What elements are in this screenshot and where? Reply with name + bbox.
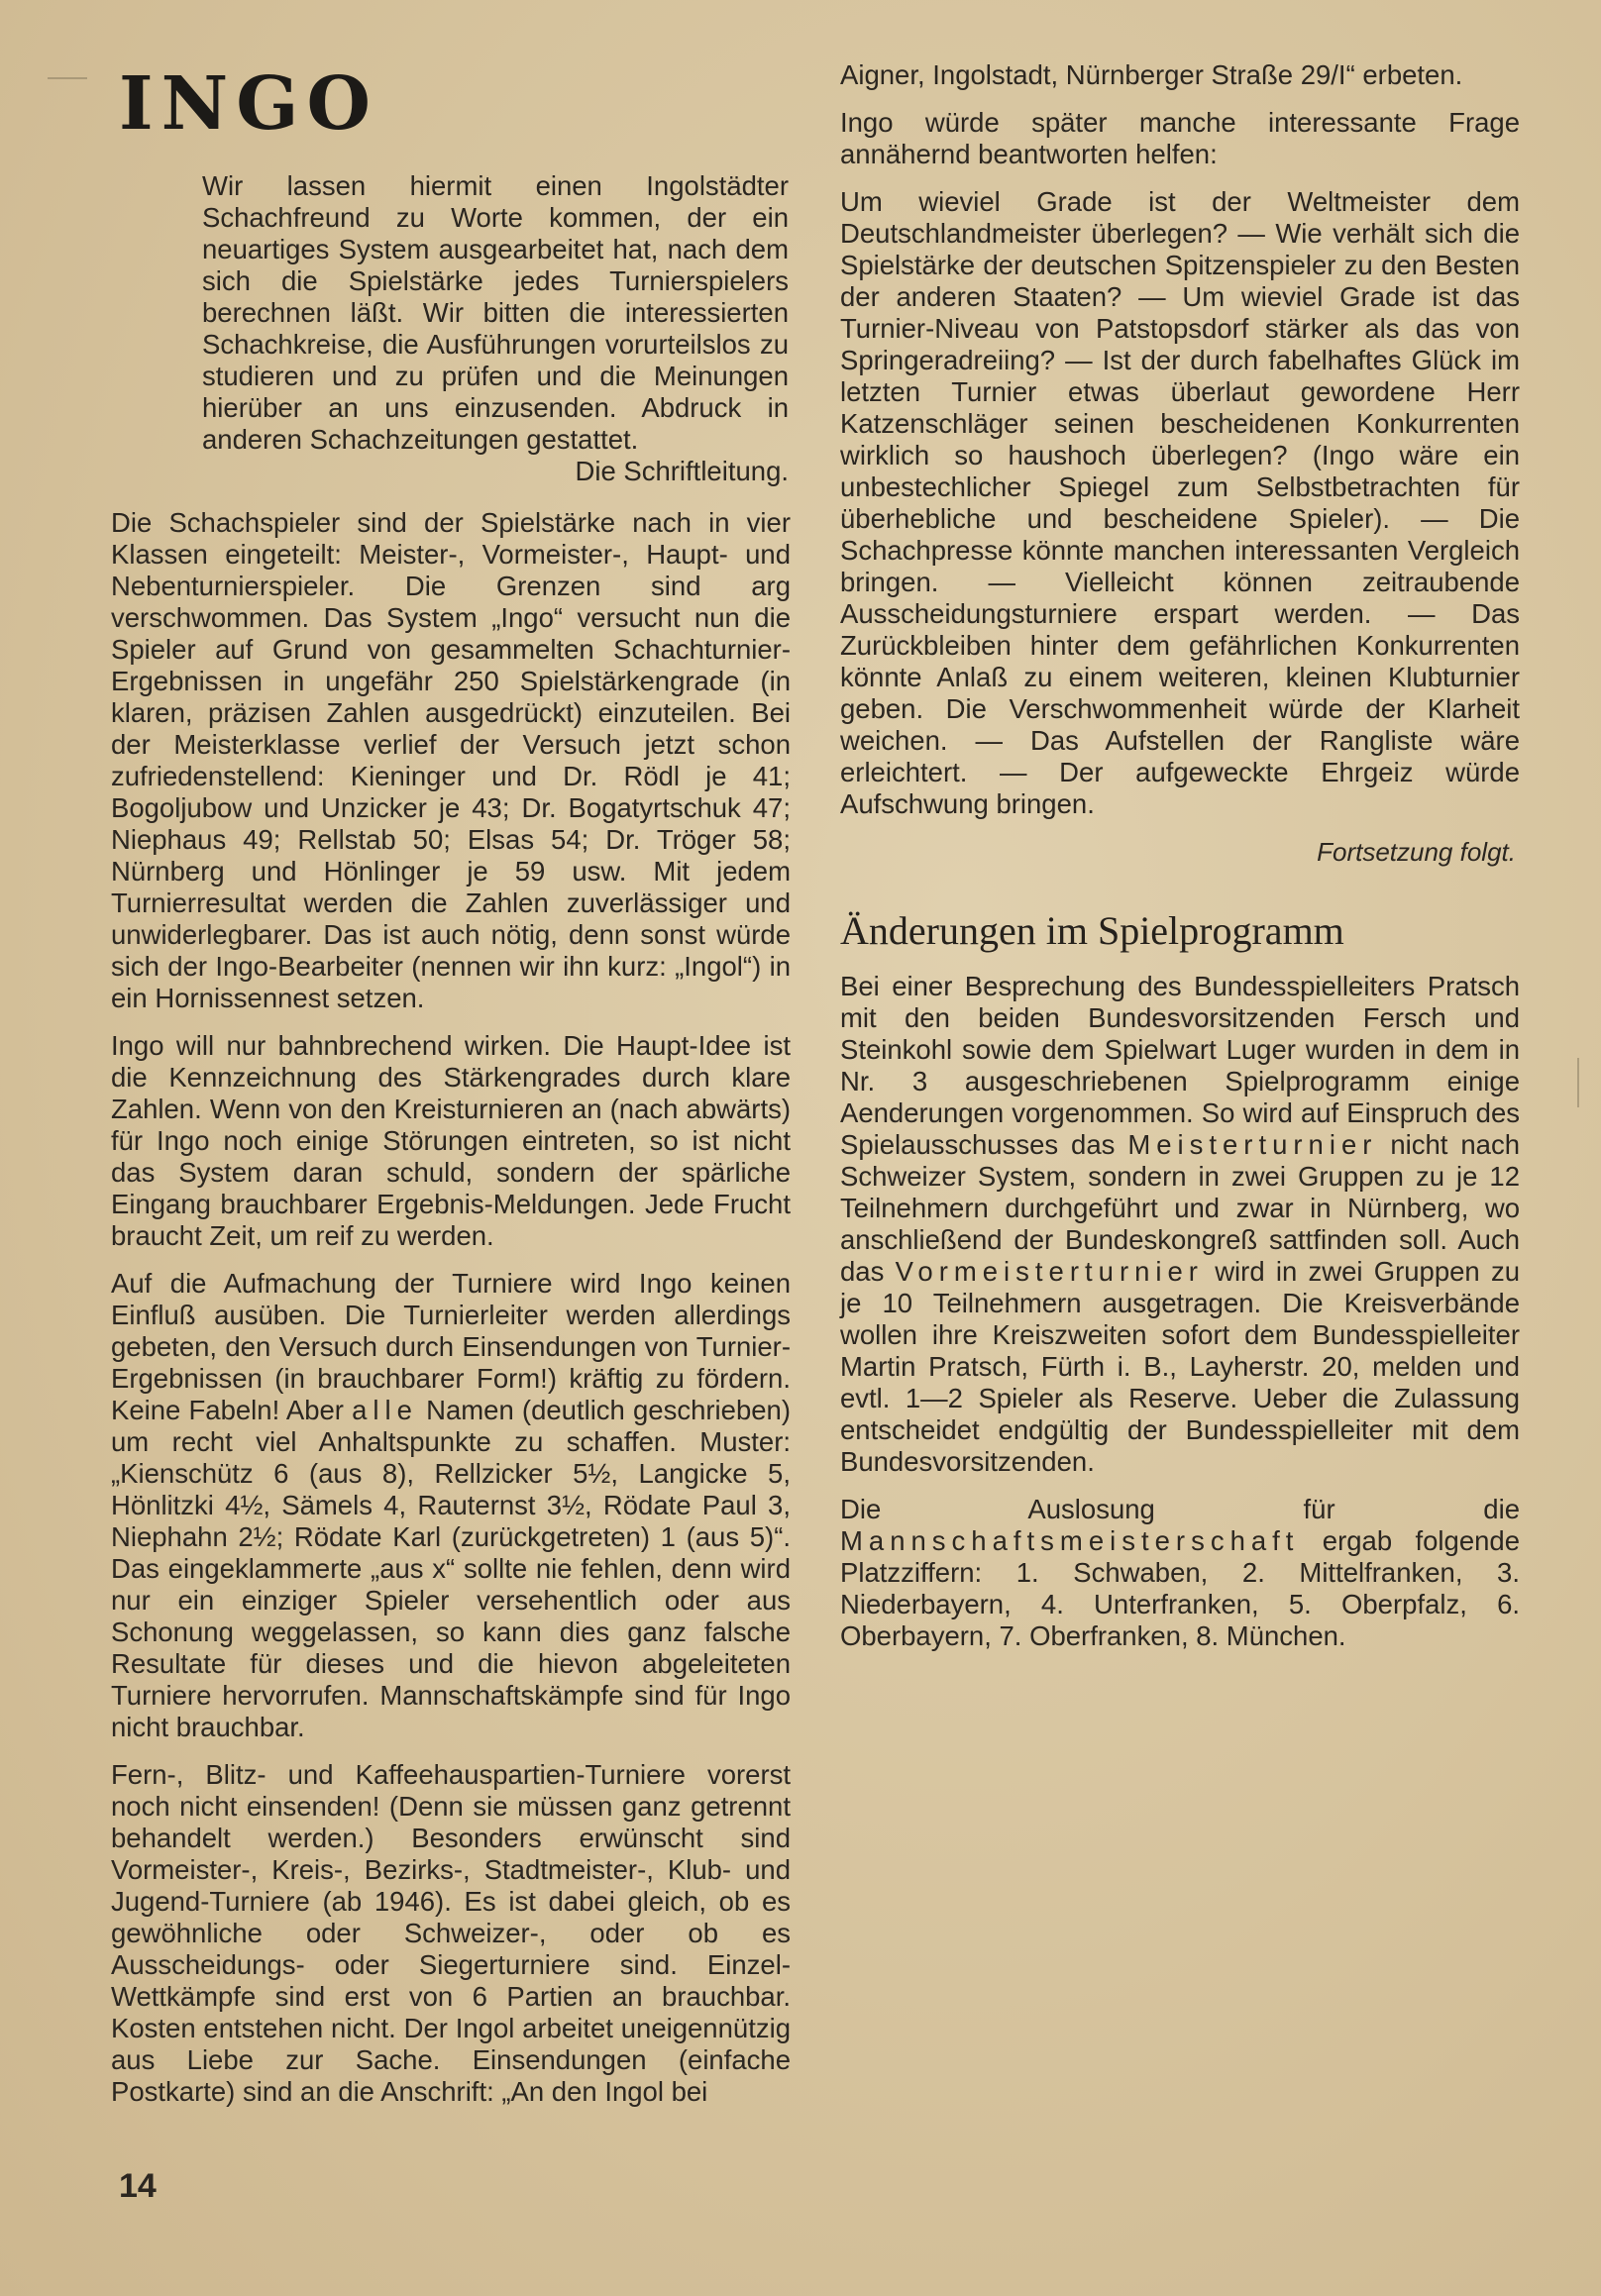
paragraph-classes: Die Schachspieler sind der Spielstärke nach in vier Klassen eingeteilt: Meister-, Vormeister-, Haupt- und Nebenturnierspieler. Die Grenzen sind arg verschwommen. Das System „Ingo“ versucht nun die Spieler auf Grund von gesammelten Schachturnier-Ergebnissen in ungefähr 250 Spielstärkengrade (in klaren, präzisen Zahlen ausgedrückt) einzuteilen. Bei der Meisterklasse verlief der Versuch jetzt schon zufriedenstellend: Kieninger und Dr. Rödl je 41; Bogoljubow und Unzicker je 43; Dr. Bogatyrtschuk 47; Niephaus 49; Rellstab 50; Elsas 54; Dr. Tröger 58; Nürnberg und Hönlinger je 59 usw. Mit jedem Turnierresultat werden die Zahlen zuverlässiger und unwiderlegbarer. Das ist auch nötig, denn sonst würde sich der Ingo-Bearbeiter (nennen wir ihn kurz: „Ingol“) in ein Hornissennest setzen. — [111, 507, 791, 1013]
paragraph-program-changes — [840, 971, 1520, 1478]
intro-signature: Die Schriftleitung. — [575, 456, 789, 486]
text-span: nicht nach Schweizer System, sondern in zwei Gruppen zu je 12 Teilnehmern durchgeführt und zwar in Nürnberg, wo anschließend der Bundeskongreß sattfinden soll. Auch das — [840, 1129, 1520, 1287]
emphasis-mannschaftsmeisterschaft: Mannschaftsmeisterschaft — [840, 1525, 1300, 1556]
text-span: Bei einer Besprechung des Bundesspielleiters Pratsch mit den beiden Bundesvorsitzenden Fersch und Steinkohl sowie dem Spielwart Luger wurden in dem in Nr. 3 ausgeschriebenen Spielprogramm einige Aenderungen vorgenommen. So wird auf Einspruch des Spielausschusses das — [840, 971, 1520, 1160]
section-heading: Änderungen im Spielprogramm — [840, 908, 1344, 953]
text-span: wird in zwei Gruppen zu je 10 Teilnehmern ausgetragen. Die Kreisverbände wollen ihre Kreiszweiten sofort dem Bundesspielleiter Martin Pratsch, Fürth i. B., Layherstr. 20, melden und evtl. 1—2 Spieler als Reserve. Ueber die Zulassung entscheidet endgültig der Bundesspielleiter mit dem Bundesvorsitzenden. — [840, 1256, 1521, 1477]
paragraph-future-questions: Ingo würde später manche interessante Frage annähernd beantworten helfen: — [840, 107, 1520, 169]
paragraph-submissions: Fern-, Blitz- und Kaffeehauspartien-Turniere vorerst noch nicht einsenden! (Denn sie müssen ganz getrennt behandelt werden.) Besonders erwünscht sind Vormeister-, Kreis-, Bezirks-, Stadtmeister-, Klub- und Jugend-Turniere (ab 1946). Es ist dabei gleich, ob es gewöhnliche oder Schweizer-, oder ob es Ausscheidungs- oder Siegerturniere sind. Einzel-Wettkämpfe sind erst von 6 Partien an brauchbar. Kosten entstehen nicht. Der Ingol arbeitet uneigennützig aus Liebe zur Sache. Einsendungen (einfache Postkarte) sind an die Anschrift: „An den Ingol bei — [111, 1759, 791, 2107]
emphasis-meisterturnier: Meisterturnier — [1127, 1129, 1378, 1160]
margin-mark — [1577, 1058, 1579, 1107]
paragraph-draw — [840, 1494, 1520, 1652]
paragraph-comparisons: Um wieviel Grade ist der Weltmeister dem Deutschlandmeister überlegen? — Wie verhält sich die Spielstärke der deutschen Spitzenspieler zu den Besten der anderen Staaten? — Um wieviel Grade ist das Turnier-Niveau von Patstopsdorf stärker als das von Springeradreiing? — Ist der durch fabelhaftes Glück im letzten Turnier etwas überlaut gewordene Herr Katzenschläger seinen bescheidenen Konkurrenten wirklich so haushoch überlegen? (Ingo wäre ein unbestechlicher Spiegel zum Selbstbetrachten für überhebliche und bescheidene Spieler). — Die Schachpresse könnte manchen interessanten Vergleich bringen. — Vielleicht können zeitraubende Ausscheidungsturniere erspart werden. — Das Zurückbleiben hinter dem gefährlichen Konkurrenten könnte Anlaß zu einem weiteren, kleinen Klubturnier geben. Die Verschwommenheit würde der Klarheit weichen. — Das Aufstellen der Rangliste wäre erleichtert. — Der aufgeweckte Ehrgeiz würde Aufschwung bringen. — [840, 186, 1520, 819]
paragraph-main-idea: Ingo will nur bahnbrechend wirken. Die Haupt-Idee ist die Kennzeichnung des Stärkengrades durch klare Zahlen. Wenn von den Kreisturnieren an (nach abwärts) für Ingo noch einige Störungen eintreten, so ist nicht das System daran schuld, sondern der spärliche Eingang brauchbarer Ergebnis-Meldungen. Jede Frucht braucht Zeit, um reif zu werden. — [111, 1030, 791, 1251]
page-number: 14 — [119, 2167, 157, 2205]
article-title: INGO — [119, 61, 378, 147]
text-span: ergab folgende Platzziffern: 1. Schwaben, 2. Mittelfranken, 3. Niederbayern, 4. Unterfranken, 5. Oberpfalz, 6. Oberbayern, 7. Oberfranken, 8. München. — [840, 1525, 1520, 1651]
intro-text: Wir lassen hiermit einen Ingolstädter Schachfreund zu Worte kommen, der ein neuartiges System ausgearbeitet hat, nach dem sich die Spielstärke jedes Turnierspielers berechnen läßt. Wir bitten die interessierten Schachkreise, die Ausführungen vorurteilslos zu studieren und zu prüfen und die Meinungen hierüber an uns einzusenden. Abdruck in anderen Schachzeitungen gestattet. — [202, 170, 789, 455]
right-column — [840, 59, 1520, 1668]
margin-mark — [48, 77, 87, 79]
continued-note: Fortsetzung folgt. — [1317, 837, 1516, 867]
text-span: Die Auslosung für die — [840, 1494, 1520, 1524]
emphasis-vormeisterturnier: Vormeisterturnier — [895, 1256, 1204, 1287]
emphasis-alle: alle — [352, 1395, 418, 1425]
left-column — [111, 59, 791, 2108]
paragraph-submissions-continued: Aigner, Ingolstadt, Nürnberger Straße 29/I“ erbeten. — [840, 59, 1463, 90]
paragraph-tournament-reports: Auf die Aufmachung der Turniere wird Ingo keinen Einfluß ausüben. Die Turnierleiter werden allerdings gebeten, den Versuch durch Einsendungen von Turnier-Ergebnissen (in brauchbarer Form!) kräftig zu fördern. Keine Fabeln! Aber alle Namen (deutlich geschrieben) um recht viel Anhaltspunkte zu schaffen. Muster: „Kienschütz 6 (aus 8), Rellzicker 5½, Langicke 5, Hönlitzki 4½, Sämels 4, Rauternst 3½, Rödate Paul 3, Niephahn 2½; Rödate Karl (zurückgetreten) 1 (aus 5)“. Das eingeklammerte „aus x“ sollte nie fehlen, denn wird nur ein einziger Spieler versehentlich oder aus Schonung weggelassen, so kann dies ganz falsche Resultate für dieses und die hievon abgeleiteten Turniere hervorrufen. Mannschaftskämpfe sind für Ingo nicht brauchbar. — [111, 1268, 791, 1742]
editorial-intro — [202, 170, 789, 487]
